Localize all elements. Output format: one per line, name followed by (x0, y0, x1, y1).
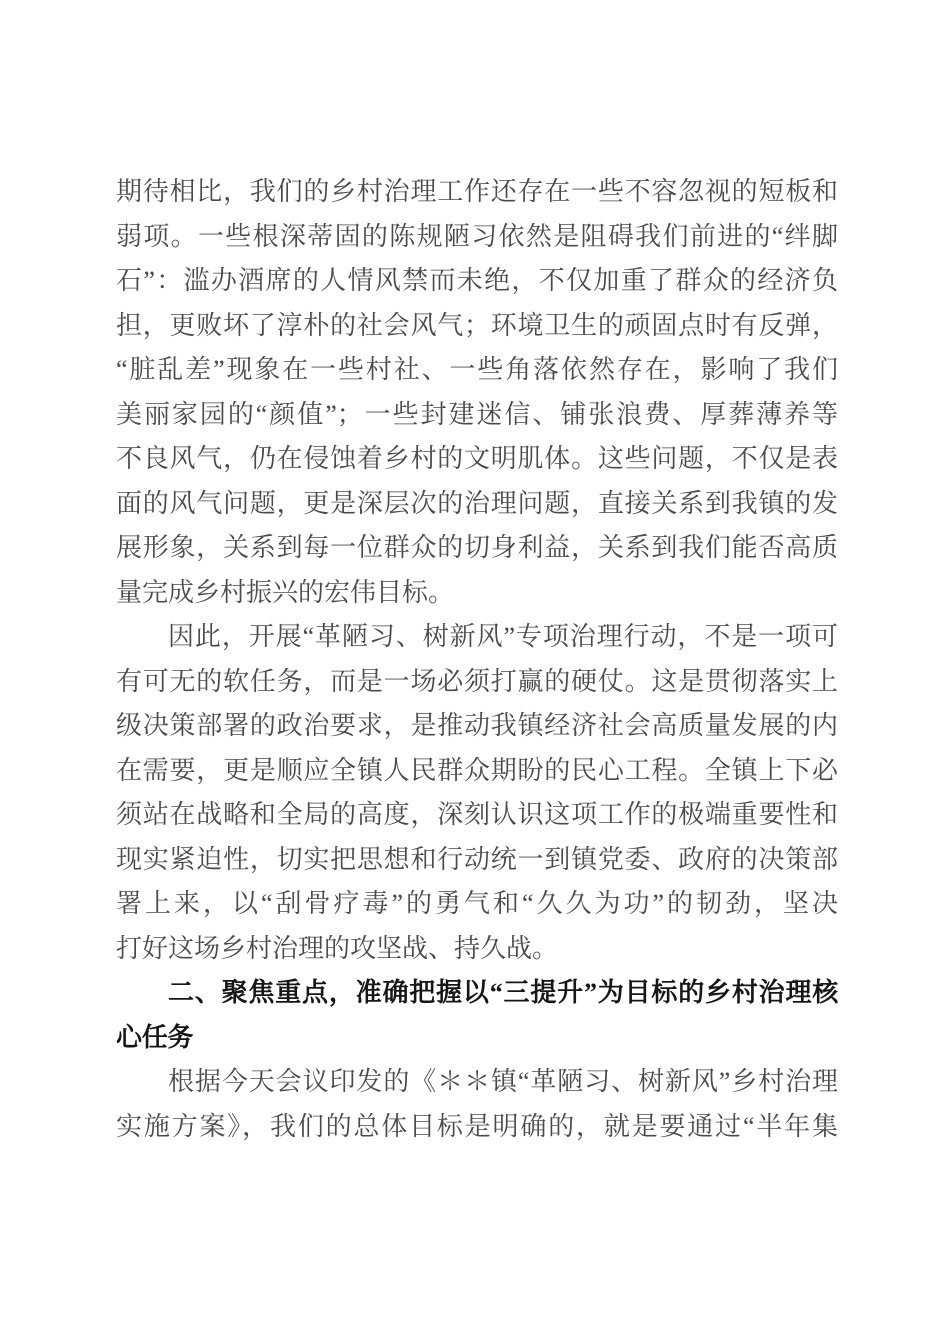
text-line: 级决策部署的政治要求，是推动我镇经济社会高质量发展的内 (116, 711, 838, 740)
text-line: 二、聚焦重点，准确把握以“三提升”为目标的乡村治理核 (168, 978, 838, 1007)
text-line: 现实紧迫性，切实把思想和行动统一到镇党委、政府的决策部 (116, 844, 838, 874)
text-line: 石”：滥办酒席的人情风禁而未绝，不仅加重了群众的经济负 (116, 266, 838, 295)
text-line: 不良风气，仍在侵蚀着乡村的文明肌体。这些问题，不仅是表 (116, 444, 838, 473)
text-line: 展形象，关系到每一位群众的切身利益，关系到我们能否高质 (116, 533, 838, 562)
text-line: “脏乱差”现象在一些村社、一些角落依然存在，影响了我们 (116, 355, 838, 384)
document-content (116, 170, 838, 1149)
text-line: 打好这场乡村治理的攻坚战、持久战。 (116, 933, 559, 963)
paragraph (116, 615, 838, 971)
text-line: 面的风气问题，更是深层次的治理问题，直接关系到我镇的发 (116, 488, 838, 518)
text-line: 须站在战略和全局的高度，深刻认识这项工作的极端重要性和 (116, 800, 838, 829)
text-line: 在需要，更是顺应全镇人民群众期盼的民心工程。全镇上下必 (116, 755, 838, 785)
text-line: 根据今天会议印发的《＊＊镇“革陋习、树新风”乡村治理 (168, 1067, 838, 1096)
paragraph (116, 1060, 838, 1149)
text-line: 署上来，以“刮骨疗毒”的勇气和“久久为功”的韧劲，坚决 (116, 889, 838, 918)
text-line: 期待相比，我们的乡村治理工作还存在一些不容忽视的短板和 (116, 177, 838, 206)
text-line: 有可无的软任务，而是一场必须打赢的硬仗。这是贯彻落实上 (116, 666, 838, 696)
text-line: 量完成乡村振兴的宏伟目标。 (116, 577, 455, 607)
text-line: 美丽家园的“颜值”；一些封建迷信、铺张浪费、厚葬薄养等 (116, 399, 838, 429)
section-heading (116, 971, 838, 1060)
text-line: 弱项。一些根深蒂固的陈规陋习依然是阻碍我们前进的“绊脚 (116, 221, 838, 251)
text-line: 因此，开展“革陋习、树新风”专项治理行动，不是一项可 (168, 622, 838, 651)
text-line: 担，更败坏了淳朴的社会风气；环境卫生的顽固点时有反弹， (116, 310, 838, 340)
paragraph (116, 170, 838, 615)
text-line: 实施方案》，我们的总体目标是明确的，就是要通过“半年集 (116, 1111, 838, 1141)
text-line: 心任务 (116, 1022, 194, 1052)
